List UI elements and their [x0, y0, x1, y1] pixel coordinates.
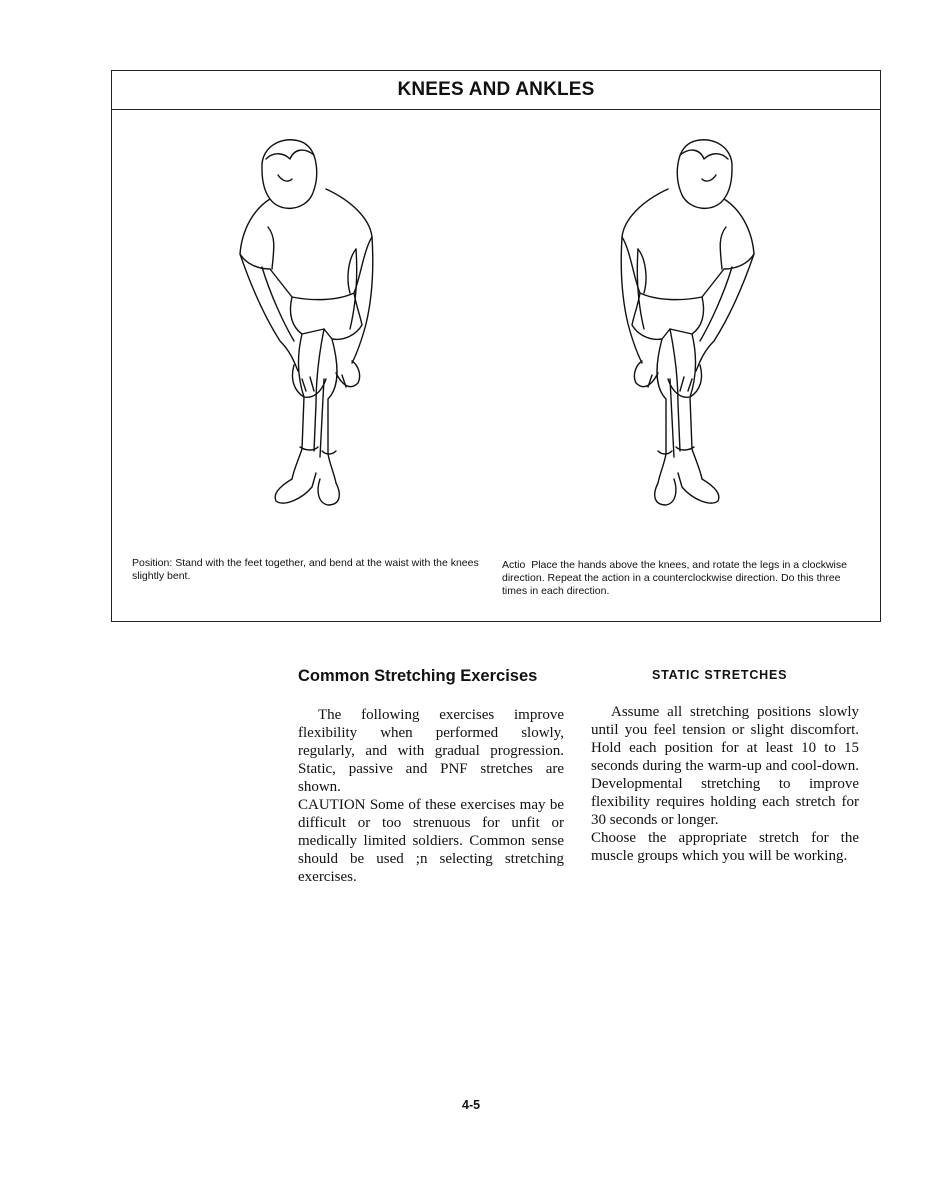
figure-title-bar — [112, 71, 880, 110]
position-text: Stand with the feet together, and bend at the waist with the knees slightly bent. — [132, 557, 479, 582]
shoes — [655, 473, 719, 505]
figure-title: KNEES AND ANKLES — [397, 79, 595, 100]
position-label: Position: — [132, 557, 173, 569]
left-arm — [240, 254, 298, 371]
position-caption — [132, 557, 492, 583]
left-column-text — [298, 706, 564, 886]
caution-paragraph: CAUTION Some of these exercises may be difficult or too strenuous for unfit or medically limited soldiers. Common sense should be used ;n selecting stretching exercises. — [298, 797, 564, 885]
static-paragraph: Assume all stretching positions slowly until you feel tension or slight discomfort. Hold each position for at least 10 to 15 seconds during the warm-up and cool-down. Developmental stretching to improve flexibility requires holding each stretch for 30 seconds or longer. — [591, 704, 859, 828]
torso — [240, 189, 372, 300]
torso — [622, 189, 754, 300]
action-caption — [502, 559, 862, 598]
shoes — [275, 473, 339, 505]
action-label: Actio — [502, 559, 526, 571]
head — [677, 140, 732, 209]
legs — [292, 334, 337, 483]
action-text: Place the hands above the knees, and rotate the legs in a clockwise direction. Repeat the action in a counterclockwise direction. Do this three times in each direction. — [502, 559, 847, 597]
page-number: 4-5 — [462, 1098, 481, 1112]
hair — [680, 150, 728, 159]
right-column-text — [591, 703, 859, 865]
hair — [266, 150, 314, 159]
choose-paragraph: Choose the appropriate stretch for the muscle groups which you will be working. — [591, 830, 859, 864]
figure-box — [111, 70, 881, 622]
legs — [657, 334, 702, 483]
static-stretches-heading: STATIC STRETCHES — [652, 668, 788, 682]
intro-paragraph: The following exercises improve flexibility when performed slowly, regularly, and with gradual progression. Static, passive and PNF stretches are shown. — [298, 707, 564, 795]
exercise-illustration-left — [232, 129, 412, 509]
section-heading: Common Stretching Exercises — [298, 667, 538, 685]
exercise-illustration-right — [582, 129, 762, 509]
left-arm — [696, 254, 754, 371]
head — [262, 140, 317, 209]
